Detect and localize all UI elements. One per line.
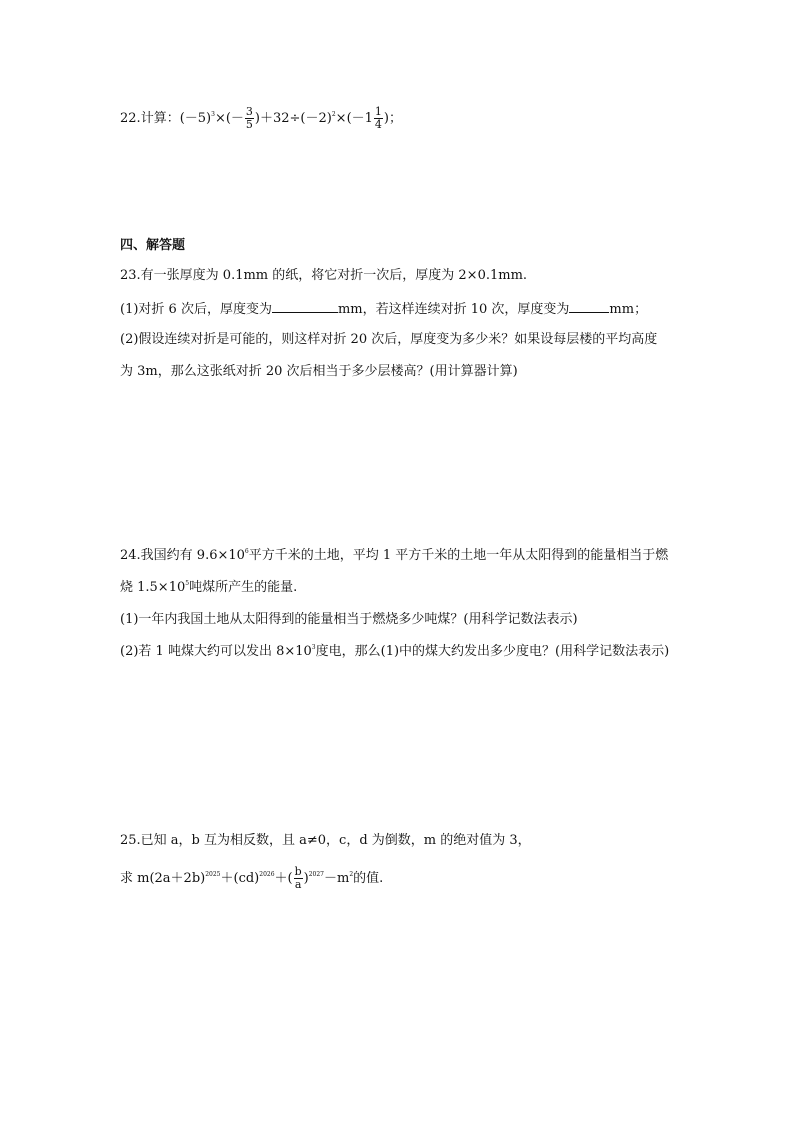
question-24-part-2: (2)若 1 吨煤大约可以发出 $8\times 10^3$度电，那么(1)中的煤大约发出多少度电？(用科学记数法表示) bbox=[120, 644, 670, 659]
question-24-stem-cont: 烧 $1.5\times 10^5$吨煤所产生的能量. bbox=[120, 580, 298, 595]
question-23-part-2: (2)假设连续对折是可能的，则这样对折 20 次后，厚度变为多少米？如果设每层楼的平均高度 bbox=[120, 332, 658, 347]
question-23-stem: 23.有一张厚度为 0.1mm 的纸，将它对折一次后，厚度为 2×0.1mm. bbox=[120, 268, 528, 283]
question-24-stem: 24.我国约有 $9.6\times 10^6$平方千米的土地，平均 1 平方千米的土地一年从太阳得到的能量相当于燃 bbox=[120, 548, 669, 563]
answer-blank[interactable] bbox=[569, 300, 609, 313]
fraction-three-fifths: $\frac{3}{5}$ bbox=[245, 105, 253, 131]
section-heading: 四、解答题 bbox=[120, 238, 186, 253]
fraction-b-over-a: $\frac{b}{a}$ bbox=[294, 865, 302, 891]
question-label: 计算： bbox=[140, 111, 180, 126]
question-number: 22. bbox=[120, 111, 141, 126]
question-23-part-1: (1)对折 6 次后，厚度变为 mm，若这样连续对折 10 次，厚度变为 mm； bbox=[120, 302, 648, 317]
answer-blank[interactable] bbox=[272, 300, 338, 313]
question-25-stem: 25.已知 a，b 互为相反数，且 a≠0，c，d 为倒数，m 的绝对值为 3， bbox=[120, 833, 531, 848]
question-23-part-2-cont: 为 3m，那么这张纸对折 20 次后相当于多少层楼高？(用计算器计算) bbox=[120, 364, 518, 379]
fraction-one-quarter: $\frac{1}{4}$ bbox=[374, 105, 382, 131]
question-25-expression: 求 $m(2a+2b)^{2025}+(cd)^{2026}+$( $\frac{b}{a}$ )$^{2027}-m^2$的值. bbox=[120, 865, 384, 891]
question-24-part-1: (1)一年内我国土地从太阳得到的能量相当于燃烧多少吨煤？(用科学记数法表示) bbox=[120, 612, 578, 627]
question-22: 22.计算：$(-5)^3\times(-$ $\frac{3}{5}$ )$+32\div(-2)^2\times(-1$ $\frac{1}{4}$ )； bbox=[120, 105, 402, 131]
